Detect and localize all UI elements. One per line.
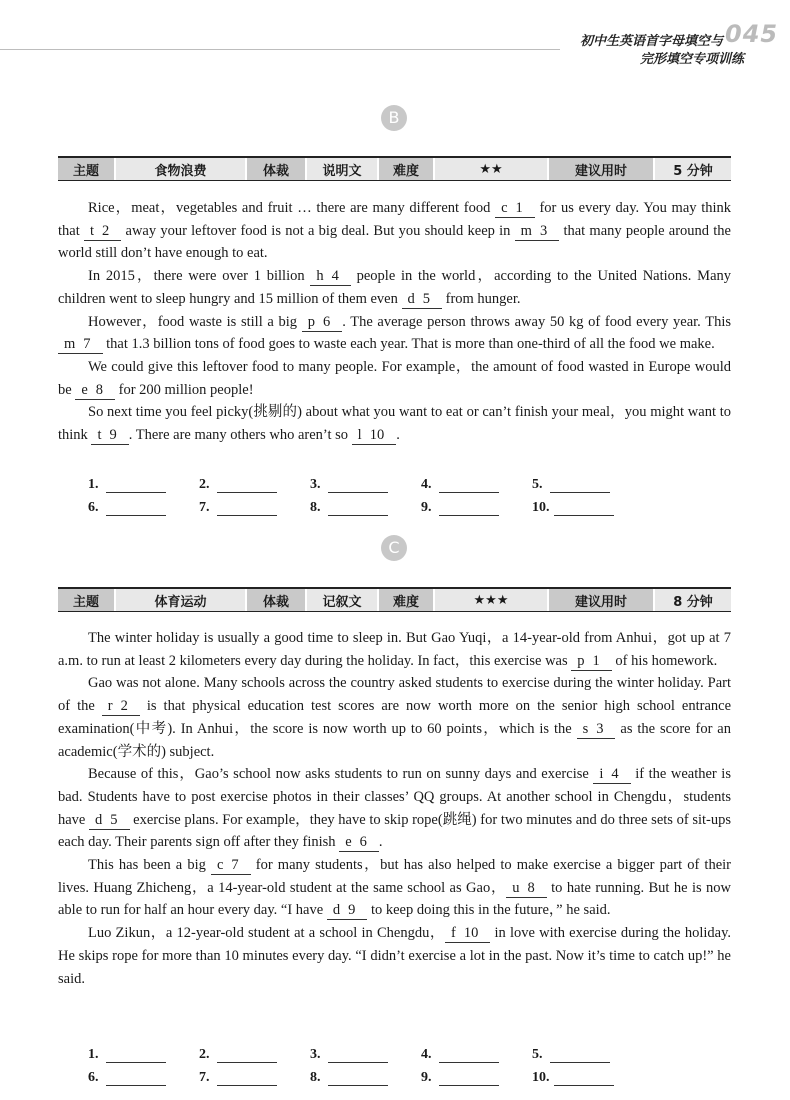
info-label-genre: 体裁 xyxy=(247,158,307,180)
info-value-difficulty: ★★★ xyxy=(435,589,549,611)
blank-8[interactable]: e 8 xyxy=(75,382,115,400)
answer-line[interactable] xyxy=(328,1048,388,1063)
section-b-info-bar xyxy=(58,156,731,181)
blank-6[interactable]: p 6 xyxy=(302,314,343,332)
info-label-time: 建议用时 xyxy=(549,158,655,180)
section-b-badge: B xyxy=(381,105,407,131)
paragraph: Rice，meat，vegetables and fruit … there are many different food c 1 for us every day. You may think that t 2 away your leftover food is not a big deal. But you should keep in m 3 that many people around the world still don’t have enough to eat. xyxy=(58,200,732,262)
answer-line[interactable] xyxy=(217,1071,277,1086)
info-value-genre: 记叙文 xyxy=(307,589,379,611)
paragraph: Luo Zikun，a 12-year-old student at a school in Chengdu， f 10 in love with exercise during the holiday. He skips rope for more than 10 minutes every day. “I didn’t exercise a lot in the past. Now it’s time to catch up!” he said. xyxy=(58,925,732,987)
answer-line[interactable] xyxy=(106,1071,166,1086)
blank-6[interactable]: e 6 xyxy=(339,834,379,852)
answer-line[interactable] xyxy=(217,1048,277,1063)
paragraph: However，food waste is still a big p 6 . The average person throws away 50 kg of food every year. This m 7 that 1.3 billion tons of food goes to waste each year. That is more than one-third of all the food we make. xyxy=(58,311,731,356)
answer-line[interactable] xyxy=(439,478,499,493)
blank-3[interactable]: s 3 xyxy=(577,721,616,739)
answer-line[interactable] xyxy=(550,478,610,493)
book-title-line2: 完形填空专项训练 xyxy=(640,52,745,67)
info-value-time: 8 分钟 xyxy=(655,589,731,611)
info-label-difficulty: 难度 xyxy=(379,158,435,180)
answer-number: 1. xyxy=(88,477,99,492)
section-c-info-bar xyxy=(58,587,731,612)
answer-line[interactable] xyxy=(328,501,388,516)
answer-line[interactable] xyxy=(439,501,499,516)
section-c-answer-lines xyxy=(88,1040,643,1086)
blank-9[interactable]: t 9 xyxy=(91,427,128,445)
answer-number: 4. xyxy=(421,477,432,492)
info-value-time: 5 分钟 xyxy=(655,158,731,180)
answer-line[interactable] xyxy=(217,501,277,516)
answer-number: 10. xyxy=(532,1070,550,1085)
answer-line[interactable] xyxy=(106,478,166,493)
paragraph: The winter holiday is usually a good time to sleep in. But Gao Yuqi，a 14-year-old from Anhui，got up at 7 a.m. to run at least 2 kilometers every day during the holiday. In fact，this exercise was p 1 of his homework. xyxy=(58,630,731,669)
answer-line[interactable] xyxy=(439,1048,499,1063)
answer-number: 6. xyxy=(88,500,99,515)
answer-number: 9. xyxy=(421,1070,432,1085)
answer-line[interactable] xyxy=(106,1048,166,1063)
answer-line[interactable] xyxy=(439,1071,499,1086)
answer-number: 2. xyxy=(199,477,210,492)
blank-7[interactable]: c 7 xyxy=(211,857,251,875)
info-label-time: 建议用时 xyxy=(549,589,655,611)
paragraph: Gao was not alone. Many schools across the country asked students to exercise during the winter holiday. Part of the r 2 is that physical education test scores are now worth more on the senior high school entrance examination(中考). In Anhui，the score is now worth up to 60 points，which is the s 3 as the score for an academic(学术的) subject. xyxy=(58,675,732,760)
answer-line[interactable] xyxy=(106,501,166,516)
info-value-theme: 体育运动 xyxy=(116,589,247,611)
info-value-theme: 食物浪费 xyxy=(116,158,247,180)
blank-7[interactable]: m 7 xyxy=(58,336,103,354)
answer-number: 4. xyxy=(421,1047,432,1062)
page-number: 045 xyxy=(725,20,779,48)
answer-number: 7. xyxy=(199,500,210,515)
info-label-theme: 主题 xyxy=(58,589,116,611)
answer-line[interactable] xyxy=(554,1071,614,1086)
answer-number: 6. xyxy=(88,1070,99,1085)
section-c-passage xyxy=(58,627,731,990)
blank-8[interactable]: u 8 xyxy=(506,880,547,898)
answer-number: 3. xyxy=(310,1047,321,1062)
section-b-passage xyxy=(58,197,731,447)
answer-line[interactable] xyxy=(550,1048,610,1063)
answer-number: 5. xyxy=(532,477,543,492)
blank-1[interactable]: c 1 xyxy=(495,200,535,218)
answer-number: 10. xyxy=(532,500,550,515)
header-rule xyxy=(0,49,560,50)
info-value-difficulty: ★★ xyxy=(435,158,549,180)
book-title-line1: 初中生英语首字母填空与 xyxy=(580,34,724,49)
info-label-genre: 体裁 xyxy=(247,589,307,611)
paragraph: In 2015，there were over 1 billion h 4 people in the world，according to the United Nations. Many children went to sleep hungry and 15 million of them even d 5 from hunger. xyxy=(58,268,732,307)
paragraph: So next time you feel picky(挑剔的) about what you want to eat or can’t finish your meal，you might want to think t 9 . There are many others who aren’t so l 10 . xyxy=(58,404,731,444)
blank-2[interactable]: t 2 xyxy=(84,223,121,241)
info-value-genre: 说明文 xyxy=(307,158,379,180)
answer-line[interactable] xyxy=(217,478,277,493)
info-label-theme: 主题 xyxy=(58,158,116,180)
blank-10[interactable]: f 10 xyxy=(445,925,490,943)
section-c-badge: C xyxy=(381,535,407,561)
paragraph: We could give this leftover food to many people. For example，the amount of food wasted in Europe would be e 8 for 200 million people! xyxy=(58,358,731,398)
answer-number: 7. xyxy=(199,1070,210,1085)
answer-number: 1. xyxy=(88,1047,99,1062)
blank-2[interactable]: r 2 xyxy=(102,698,140,716)
answer-number: 2. xyxy=(199,1047,210,1062)
blank-4[interactable]: i 4 xyxy=(593,766,630,784)
blank-4[interactable]: h 4 xyxy=(310,268,351,286)
paragraph: This has been a big c 7 for many students，but has also helped to make exercise a bigger part of their lives. Huang Zhicheng，a 14-year-old student at the same school as Gao， u 8 to hate running. But he is now able to run for half an hour every day. “I have d 9 to keep doing this in the future，” he said. xyxy=(58,857,731,919)
answer-number: 8. xyxy=(310,1070,321,1085)
answer-number: 5. xyxy=(532,1047,543,1062)
answer-number: 3. xyxy=(310,477,321,492)
blank-9[interactable]: d 9 xyxy=(327,902,368,920)
answer-number: 8. xyxy=(310,500,321,515)
blank-3[interactable]: m 3 xyxy=(515,223,560,241)
answer-number: 9. xyxy=(421,500,432,515)
paragraph: Because of this，Gao’s school now asks students to run on sunny days and exercise i 4 if the weather is bad. Students have to post exercise photos in their classes’ QQ groups. At another school in Chengdu，students have d 5 exercise plans. For example，they have to skip rope(跳绳) for two minutes and do three sets of sit-ups each day. Their parents sign off after they finish e 6 . xyxy=(58,766,731,851)
info-label-difficulty: 难度 xyxy=(379,589,435,611)
blank-1[interactable]: p 1 xyxy=(571,653,612,671)
answer-line[interactable] xyxy=(328,1071,388,1086)
answer-line[interactable] xyxy=(328,478,388,493)
blank-10[interactable]: l 10 xyxy=(352,427,397,445)
blank-5[interactable]: d 5 xyxy=(402,291,443,309)
section-b-answer-lines xyxy=(88,470,643,516)
blank-5[interactable]: d 5 xyxy=(89,812,130,830)
answer-line[interactable] xyxy=(554,501,614,516)
